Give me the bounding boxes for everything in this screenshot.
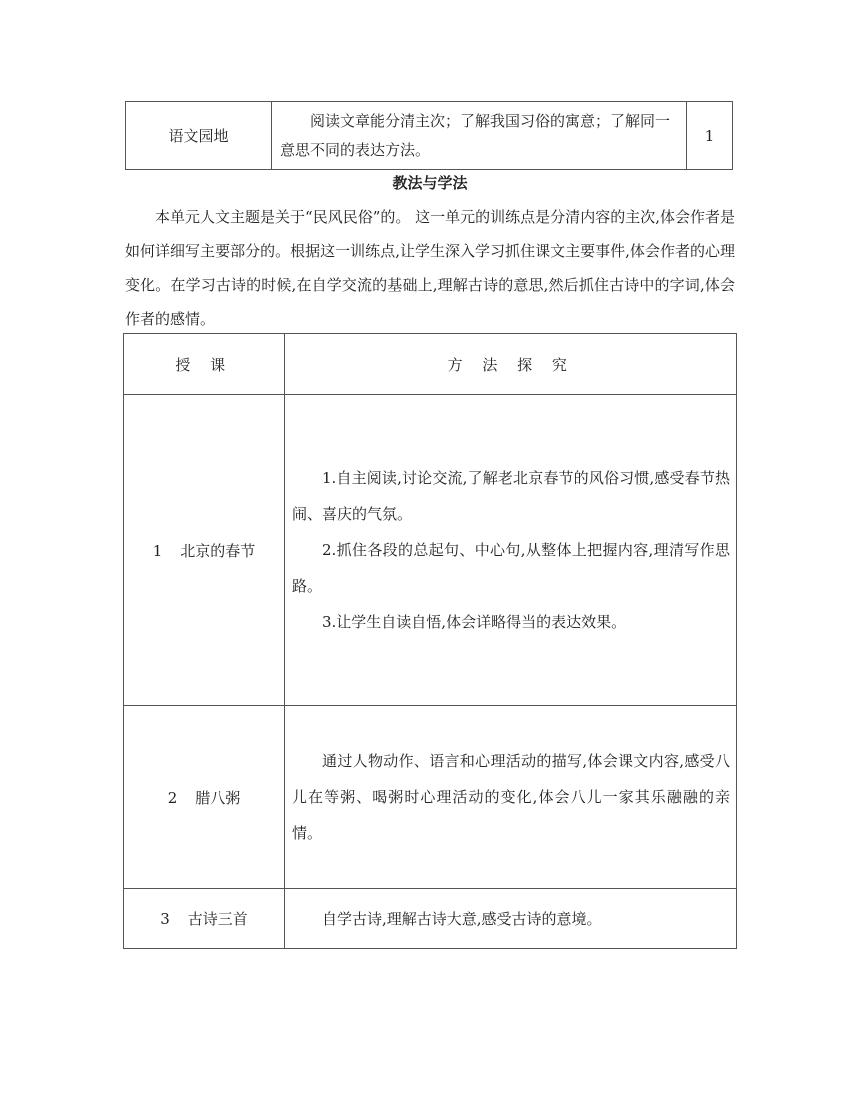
header-method: 方 法 探 究 [447,355,575,374]
lesson-number: 2 [167,788,178,807]
method-paragraph: 3.让学生自读自悟,体会详略得当的表达效果。 [322,613,627,631]
method-paragraph: 自学古诗,理解古诗大意,感受古诗的意境。 [322,909,602,928]
section-heading: 教法与学法 [392,174,468,192]
method-paragraph: 2.抓住各段的总起句、中心句,从整体上把握内容,理清写作思路。 [292,541,730,595]
method-cell [285,706,737,889]
lesson-goal-cell: 阅读文章能分清主次；了解我国习俗的寓意；了解同一意思不同的表达方法。 [272,102,687,170]
lesson-number: 3 [160,910,170,928]
lesson-number: 1 [152,541,163,560]
lesson-title: 古诗三首 [187,910,248,928]
lesson-cell [124,889,285,949]
lesson-cell [124,395,285,706]
table-row [126,102,733,170]
method-paragraph: 通过人物动作、语言和心理活动的描写,体会课文内容,感受八儿在等粥、喝粥时心理活动的变化,体会八儿一家其乐融融的亲情。 [292,752,730,842]
unit-plan-table [125,101,733,170]
header-lesson: 授 课 [124,334,285,395]
lesson-title: 北京的春节 [180,541,256,560]
lesson-hours-cell: 1 [687,102,733,170]
method-table [123,333,737,949]
method-cell [285,395,737,706]
lesson-name-cell: 语文园地 [126,102,272,170]
method-paragraph: 1.自主阅读,讨论交流,了解老北京春节的风俗习惯,感受春节热闹、喜庆的气氛。 [292,469,730,523]
table-row [124,395,737,706]
intro-paragraph: 本单元人文主题是关于“民风民俗”的。 这一单元的训练点是分清内容的主次,体会作者是如何详细写主要部分的。根据这一训练点,让学生深入学习抓住课文主要事件,体会作者的心理变化。在学习古诗的时候,在自学交流的基础上,理解古诗的意思,然后抓住古诗中的字词,体会作者的感情。 [125,208,735,328]
method-cell [285,889,737,949]
lesson-title: 腊八粥 [195,788,241,807]
table-row [124,706,737,889]
table-row [124,889,737,949]
table-header-row [124,334,737,395]
lesson-cell [124,706,285,889]
